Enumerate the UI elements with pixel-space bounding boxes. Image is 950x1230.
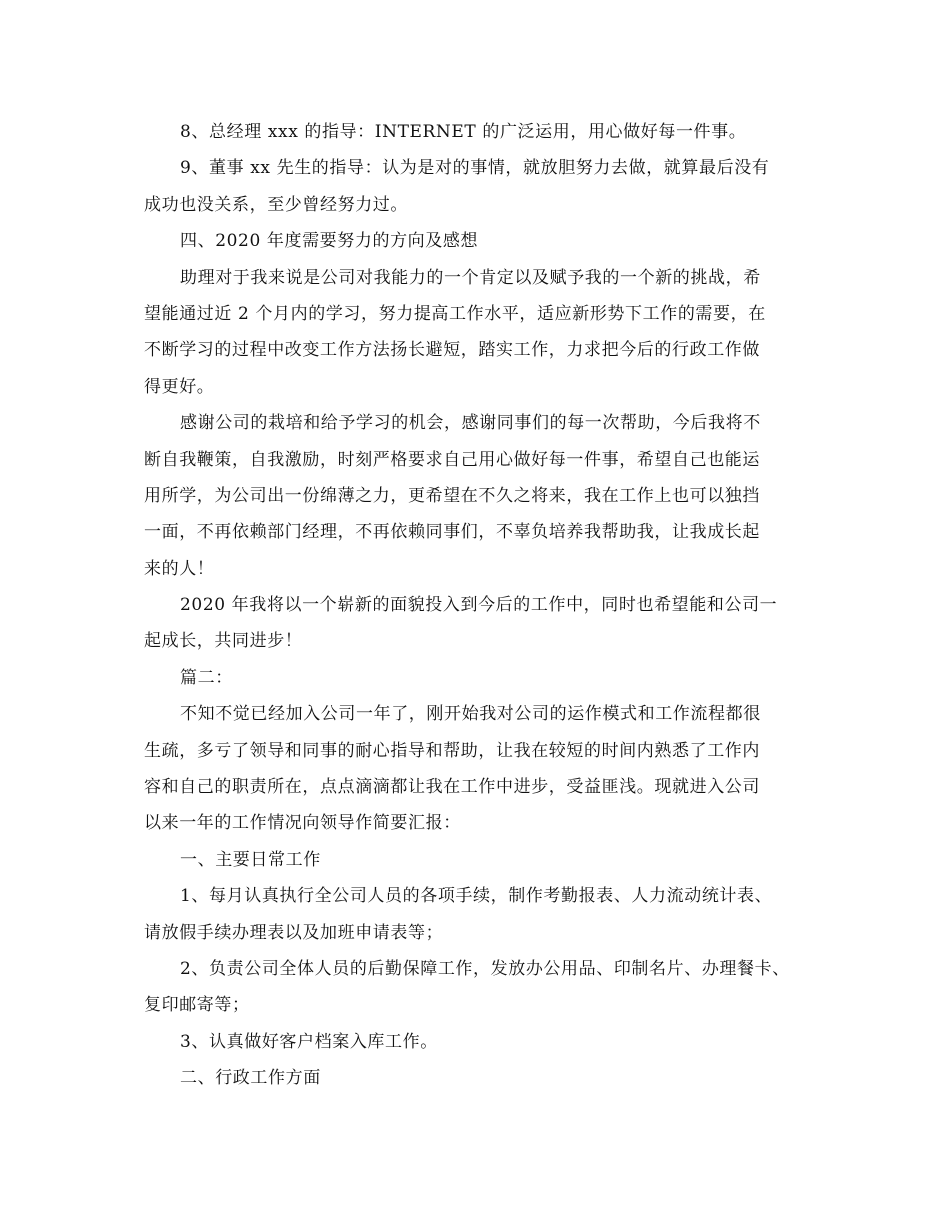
text-line: 不知不觉已经加入公司一年了，刚开始我对公司的运作模式和工作流程都很 bbox=[180, 704, 761, 725]
text-line: 不断学习的过程中改变工作方法扬长避短，踏实工作，力求把今后的行政工作做 bbox=[144, 340, 760, 361]
text-line: 二、行政工作方面 bbox=[180, 1068, 321, 1089]
text-line: 1、每月认真执行全公司人员的各项手续，制作考勤报表、人力流动统计表、 bbox=[180, 886, 773, 907]
text-line: 感谢公司的栽培和给予学习的机会，感谢同事们的每一次帮助，今后我将不 bbox=[180, 413, 761, 434]
text-line: 复印邮寄等； bbox=[144, 995, 250, 1016]
text-line: 一、主要日常工作 bbox=[180, 849, 321, 870]
text-line: 3、认真做好客户档案入库工作。 bbox=[180, 1031, 438, 1052]
text-line: 成功也没关系，至少曾经努力过。 bbox=[144, 194, 408, 215]
text-line: 来的人！ bbox=[144, 558, 215, 579]
text-line: 2、负责公司全体人员的后勤保障工作，发放办公用品、印制名片、办理餐卡、 bbox=[180, 958, 790, 979]
text-line: 一面，不再依赖部门经理，不再依赖同事们，不辜负培养我帮助我，让我成长起 bbox=[144, 522, 760, 543]
text-line: 容和自己的职责所在，点点滴滴都让我在工作中进步，受益匪浅。现就进入公司 bbox=[144, 777, 760, 798]
text-line: 用所学，为公司出一份绵薄之力，更希望在不久之将来，我在工作上也可以独挡 bbox=[144, 485, 760, 506]
text-line: 2020 年我将以一个崭新的面貌投入到今后的工作中，同时也希望能和公司一 bbox=[180, 595, 778, 616]
text-line: 四、2020 年度需要努力的方向及感想 bbox=[180, 231, 479, 252]
text-line: 起成长，共同进步！ bbox=[144, 631, 303, 652]
text-line: 篇二： bbox=[180, 667, 233, 688]
text-line: 9、董事 xx 先生的指导：认为是对的事情，就放胆努力去做，就算最后没有 bbox=[180, 158, 770, 179]
text-line: 助理对于我来说是公司对我能力的一个肯定以及赋予我的一个新的挑战，希 bbox=[180, 267, 761, 288]
text-line: 望能通过近 2 个月内的学习，努力提高工作水平，适应新形势下工作的需要，在 bbox=[144, 303, 766, 324]
text-line: 生疏，多亏了领导和同事的耐心指导和帮助，让我在较短的时间内熟悉了工作内 bbox=[144, 740, 760, 761]
text-line: 以来一年的工作情况向领导作简要汇报： bbox=[144, 813, 461, 834]
text-line: 8、总经理 xxx 的指导：INTERNET 的广泛运用，用心做好每一件事。 bbox=[180, 122, 747, 142]
document-body bbox=[144, 114, 820, 1097]
text-line: 请放假手续办理表以及加班申请表等； bbox=[144, 922, 444, 943]
text-line: 断自我鞭策，自我激励，时刻严格要求自己用心做好每一件事，希望自己也能运 bbox=[144, 449, 760, 470]
text-line: 得更好。 bbox=[144, 376, 215, 397]
